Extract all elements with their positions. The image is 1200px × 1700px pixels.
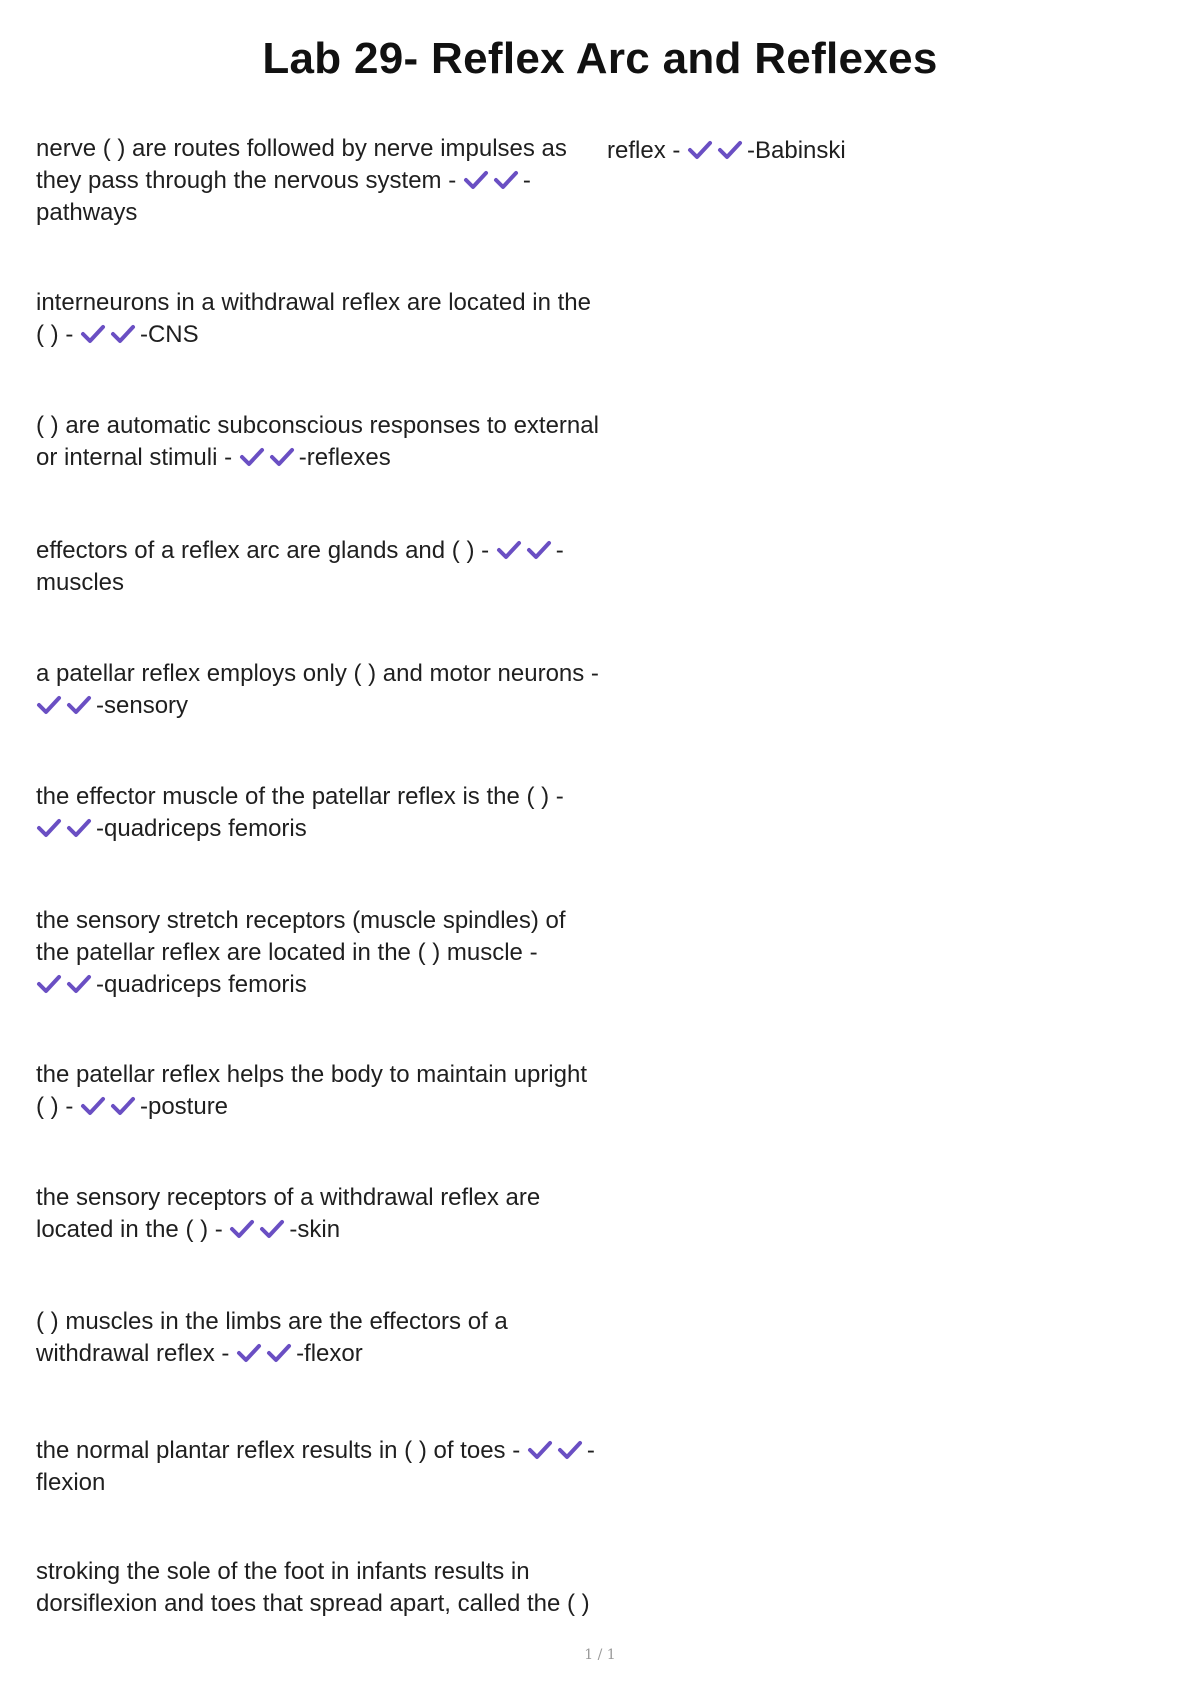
checkmark-icon [66, 694, 92, 716]
checkmark-icon [80, 1095, 106, 1117]
card-answer: -CNS [139, 321, 199, 348]
check-pair [36, 815, 96, 842]
flashcard-7 [36, 905, 601, 1001]
flashcard-list-right [607, 135, 1167, 167]
flashcard-4 [36, 535, 601, 599]
check-pair [496, 537, 556, 564]
checkmark-icon [239, 446, 265, 468]
card-answer: -quadriceps femoris [96, 971, 307, 998]
checkmark-icon [229, 1218, 255, 1240]
check-pair [36, 692, 96, 719]
card-prompt: effectors of a reflex arc are glands and ( ) - [36, 537, 496, 564]
card-answer: -quadriceps femoris [96, 815, 307, 842]
checkmark-icon [80, 323, 106, 345]
flashcard-13 [607, 135, 1172, 167]
checkmark-icon [259, 1218, 285, 1240]
card-prompt: the sensory stretch receptors (muscle spindles) of the patellar reflex are located in the ( ) muscle - [36, 907, 566, 966]
checkmark-icon [266, 1342, 292, 1364]
checkmark-icon [493, 169, 519, 191]
card-answer: -skin [289, 1216, 341, 1243]
page-number: 1 / 1 [584, 1647, 616, 1663]
checkmark-icon [527, 1439, 553, 1461]
card-prompt: ( ) are automatic subconscious responses to external or internal stimuli - [36, 412, 599, 471]
check-pair [687, 137, 747, 164]
card-answer: -posture [139, 1093, 229, 1120]
flashcard-10 [36, 1306, 601, 1370]
card-prompt: reflex - [607, 137, 688, 164]
flashcard-2 [36, 287, 601, 351]
card-prompt: the normal plantar reflex results in ( ) of toes - [36, 1437, 527, 1464]
checkmark-icon [717, 139, 743, 161]
card-prompt: interneurons in a withdrawal reflex are located in the ( ) - [36, 289, 591, 348]
flashcard-3 [36, 410, 601, 474]
checkmark-icon [496, 539, 522, 561]
card-prompt: the patellar reflex helps the body to maintain upright ( ) - [36, 1061, 588, 1120]
card-answer: -pathways [36, 167, 531, 226]
checkmark-icon [110, 1095, 136, 1117]
page-title: Lab 29- Reflex Arc and Reflexes [262, 34, 938, 83]
checkmark-icon [463, 169, 489, 191]
flashcard-12 [36, 1556, 601, 1620]
flashcard-11 [36, 1435, 601, 1499]
flashcard-1 [36, 133, 601, 229]
card-answer: -flexion [36, 1437, 595, 1496]
card-answer: -muscles [36, 537, 564, 596]
check-pair [527, 1437, 587, 1464]
checkmark-icon [687, 139, 713, 161]
checkmark-icon [557, 1439, 583, 1461]
check-pair [80, 1093, 140, 1120]
checkmark-icon [36, 973, 62, 995]
card-prompt: ( ) muscles in the limbs are the effectors of a withdrawal reflex - [36, 1308, 508, 1367]
checkmark-icon [36, 694, 62, 716]
check-pair [239, 444, 299, 471]
checkmark-icon [66, 973, 92, 995]
flashcard-9 [36, 1182, 601, 1246]
card-answer: -reflexes [298, 444, 391, 471]
card-prompt: the sensory receptors of a withdrawal reflex are located in the ( ) - [36, 1184, 541, 1243]
flashcard-6 [36, 781, 601, 845]
check-pair [463, 167, 523, 194]
card-answer: -flexor [296, 1340, 363, 1367]
card-prompt: nerve ( ) are routes followed by nerve impulses as they pass through the nervous system - [36, 135, 567, 194]
checkmark-icon [110, 323, 136, 345]
card-answer: -Babinski [747, 137, 846, 164]
checkmark-icon [236, 1342, 262, 1364]
check-pair [36, 971, 96, 998]
checkmark-icon [66, 817, 92, 839]
check-pair [236, 1340, 296, 1367]
card-prompt: a patellar reflex employs only ( ) and motor neurons - [36, 660, 599, 687]
flashcard-8 [36, 1059, 601, 1123]
check-pair [80, 321, 140, 348]
card-prompt: stroking the sole of the foot in infants results in dorsiflexion and toes that spread apart, called the ( ) [36, 1558, 590, 1617]
card-prompt: the effector muscle of the patellar reflex is the ( ) - [36, 783, 564, 810]
check-pair [229, 1216, 289, 1243]
checkmark-icon [526, 539, 552, 561]
checkmark-icon [269, 446, 295, 468]
checkmark-icon [36, 817, 62, 839]
card-answer: -sensory [96, 692, 189, 719]
flashcard-5 [36, 658, 601, 722]
